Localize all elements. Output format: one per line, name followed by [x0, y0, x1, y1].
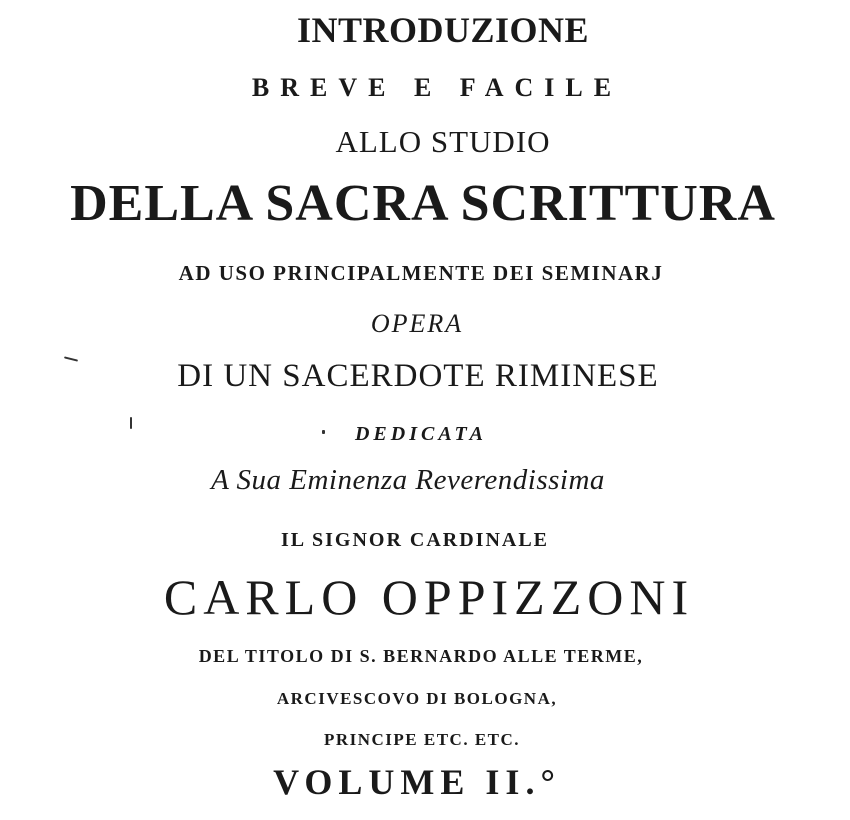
ink-speck [322, 430, 325, 434]
dedicatee-rank: PRINCIPE ETC. ETC. [323, 730, 521, 749]
heading-introduzione: INTRODUZIONE [296, 10, 590, 50]
volume-number: VOLUME II.° [273, 762, 561, 802]
dedicatee-name: CARLO OPPIZZONI [163, 569, 695, 625]
ink-speck [130, 417, 132, 429]
dedicatee-title: DEL TITOLO DI S. BERNARDO ALLE TERME, [198, 646, 644, 666]
label-dedicata: DEDICATA [354, 423, 488, 445]
dedicatee-office: ARCIVESCOVO DI BOLOGNA, [276, 689, 558, 708]
dedication-line: A Sua Eminenza Reverendissima [211, 464, 605, 496]
subtitle-purpose: AD USO PRINCIPALMENTE DEI SEMINARJ [178, 261, 664, 285]
main-title: DELLA SACRA SCRITTURA [70, 175, 776, 232]
heading-allo-studio: ALLO STUDIO [335, 124, 551, 159]
heading-breve-e-facile: BREVE E FACILE [251, 73, 623, 102]
label-opera: OPERA [370, 309, 464, 338]
label-cardinale: IL SIGNOR CARDINALE [280, 529, 550, 551]
author-line: DI UN SACERDOTE RIMINESE [177, 358, 659, 394]
